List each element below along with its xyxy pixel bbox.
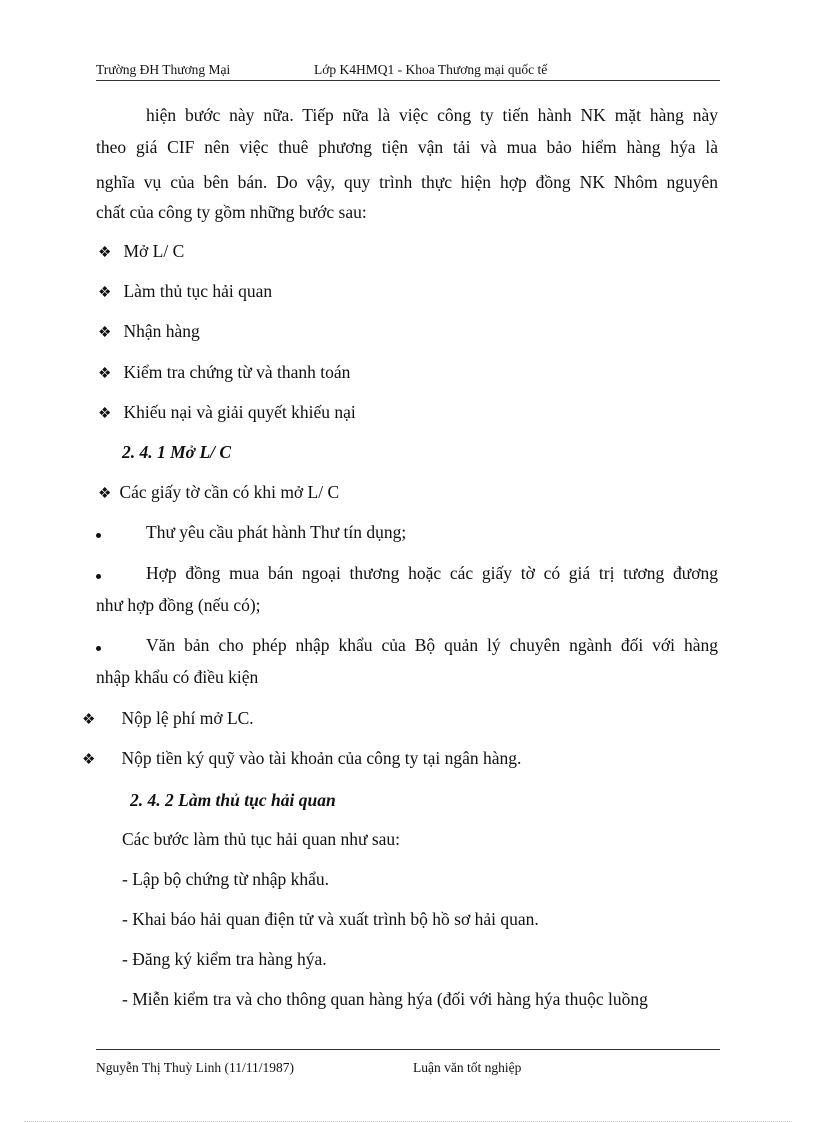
bullet-item	[96, 564, 101, 586]
page-bottom-edge	[24, 1121, 792, 1122]
four-diamond-icon: ❖	[98, 366, 112, 382]
header-class: Lớp K4HMQ1 - Khoa Thương mại quốc tế	[314, 62, 548, 77]
four-diamond-icon: ❖	[98, 325, 112, 341]
page-header	[96, 62, 720, 81]
footer-author: Nguyễn Thị Thuỳ Linh (11/11/1987)	[96, 1060, 294, 1075]
bullet3-line2: nhập khẩu có điều kiện	[96, 667, 259, 687]
bullet3-line1: Văn bản cho phép nhập khẩu của Bộ quản lý chuyên ngành đối với hàng	[146, 635, 718, 655]
customs-step: - Miễn kiểm tra và cho thông quan hàng hýa (đối với hàng hýa thuộc luồng	[122, 989, 648, 1009]
deposit-label: Nộp tiền ký quỹ vào tài khoản của công ty tại ngân hàng.	[121, 748, 522, 768]
footer-divider	[96, 1049, 720, 1050]
customs-step: - Lập bộ chứng từ nhập khẩu.	[122, 869, 330, 889]
footer-doc-type: Luận văn tốt nghiệp	[413, 1060, 522, 1075]
bullet-item	[96, 636, 101, 658]
fee-label: Nộp lệ phí mở LC.	[121, 708, 254, 728]
paragraph1-line2: theo giá CIF nên việc thuê phương tiện vận tải và mua bảo hiểm hàng hýa là	[96, 137, 718, 157]
header-school: Trường ĐH Thương Mại	[96, 62, 231, 77]
docs-intro	[98, 481, 339, 505]
dot-icon	[96, 646, 101, 651]
customs-intro: Các bước làm thủ tục hải quan như sau:	[122, 829, 401, 849]
step-label: Làm thủ tục hải quan	[123, 281, 273, 301]
docs-intro-label: Các giấy tờ cần có khi mở L/ C	[119, 482, 340, 502]
dot-icon	[96, 533, 101, 538]
step-item	[98, 240, 184, 264]
step-label: Khiếu nại và giải quyết khiếu nại	[123, 402, 356, 422]
customs-step: - Đăng ký kiểm tra hàng hýa.	[122, 949, 327, 969]
paragraph1-line3: nghĩa vụ của bên bán. Do vậy, quy trình thực hiện hợp đồng NK Nhôm nguyên	[96, 172, 718, 192]
section-heading-242: 2. 4. 2 Làm thủ tục hải quan	[130, 790, 336, 810]
step-item	[98, 320, 200, 344]
customs-step: - Khai báo hải quan điện tử và xuất trình bộ hồ sơ hải quan.	[122, 909, 539, 929]
section-heading-241: 2. 4. 1 Mở L/ C	[122, 442, 232, 462]
four-diamond-icon: ❖	[98, 406, 112, 422]
four-diamond-icon: ❖	[98, 486, 112, 502]
step-item	[98, 361, 350, 385]
bullet1-text: Thư yêu cầu phát hành Thư tín dụng;	[146, 522, 407, 542]
four-diamond-icon: ❖	[82, 712, 96, 728]
bullet2-line1: Hợp đồng mua bán ngoại thương hoặc các giấy tờ có giá trị tương đương	[146, 563, 718, 583]
step-label: Nhận hàng	[123, 321, 200, 341]
four-diamond-icon: ❖	[82, 752, 96, 768]
step-item	[98, 401, 356, 425]
fee-item	[82, 707, 254, 731]
step-item	[98, 280, 272, 304]
bullet-item	[96, 523, 101, 545]
deposit-item	[82, 747, 521, 771]
step-label: Kiểm tra chứng từ và thanh toán	[123, 362, 351, 382]
bullet2-line2: như hợp đồng (nếu có);	[96, 595, 261, 615]
four-diamond-icon: ❖	[98, 245, 112, 261]
paragraph1-line1: hiện bước này nữa. Tiếp nữa là việc công ty tiến hành NK mặt hàng này	[146, 105, 718, 125]
four-diamond-icon: ❖	[98, 285, 112, 301]
dot-icon	[96, 574, 101, 579]
paragraph1-line4: chất của công ty gồm những bước sau:	[96, 202, 367, 222]
step-label: Mở L/ C	[123, 241, 185, 261]
